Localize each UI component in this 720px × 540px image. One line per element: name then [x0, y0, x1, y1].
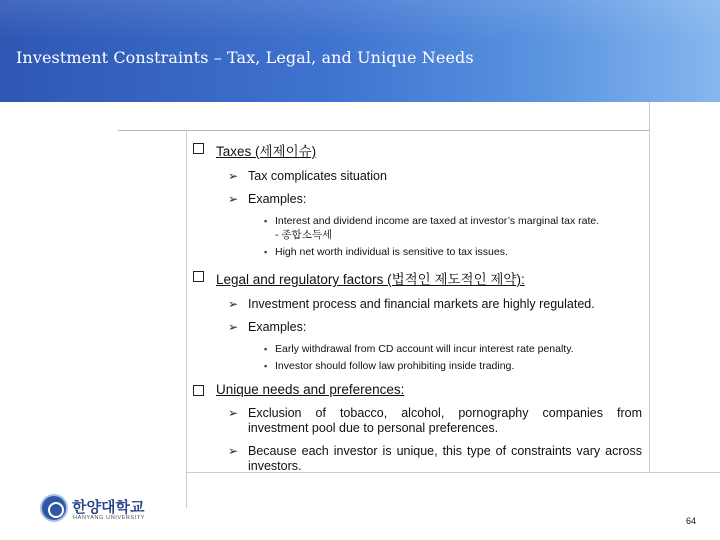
- title-bar: [0, 0, 720, 102]
- arrow-bullet-icon: ➢: [228, 192, 239, 206]
- arrow-bullet-icon: ➢: [228, 444, 239, 458]
- point-exclusion: ➢ Exclusion of tobacco, alcohol, pornography companies from investment pool due to personal preferences.: [228, 406, 642, 435]
- frame-line-top: [118, 130, 650, 131]
- slide-content: [192, 140, 642, 482]
- frame-line-left: [186, 130, 187, 508]
- section-heading-legal: Legal and regulatory factors (법적인 제도적인 제약):: [192, 268, 642, 288]
- checkbox-bullet-icon: [193, 143, 204, 154]
- point-investor-unique: ➢ Because each investor is unique, this type of constraints vary across investors.: [228, 444, 642, 473]
- university-seal-icon: [40, 494, 68, 522]
- point-investment-regulated: ➢ Investment process and financial markets are highly regulated.: [228, 297, 595, 311]
- square-bullet-icon: ▪: [264, 344, 268, 354]
- sub-point-interest-dividend: ▪ Interest and dividend income are taxed at investor’s marginal tax rate.: [264, 215, 600, 227]
- sub-point-high-net-worth: ▪ High net worth individual is sensitive to tax issues.: [264, 246, 508, 258]
- sub-point-inside-trading: ▪ Investor should follow law prohibiting inside trading.: [264, 360, 515, 372]
- arrow-bullet-icon: ➢: [228, 406, 239, 420]
- arrow-bullet-icon: ➢: [228, 320, 239, 334]
- square-bullet-icon: ▪: [264, 247, 268, 257]
- section-heading-taxes: Taxes (세제이슈): [192, 140, 642, 160]
- page-number: 64: [686, 516, 697, 526]
- point-tax-examples: ➢ Examples:: [228, 192, 307, 206]
- frame-line-right: [649, 102, 650, 472]
- point-tax-complicates: ➢ Tax complicates situation: [228, 169, 387, 183]
- university-logo: [30, 492, 148, 528]
- section-heading-unique: Unique needs and preferences:: [192, 382, 642, 397]
- checkbox-bullet-icon: [193, 271, 204, 282]
- logo-name-korean: 한양대학교: [72, 499, 145, 516]
- logo-name-english: HANYANG UNIVERSITY: [73, 515, 146, 521]
- slide-title: Investment Constraints – Tax, Legal, and Unique Needs: [16, 48, 474, 67]
- arrow-bullet-icon: ➢: [228, 297, 239, 311]
- arrow-bullet-icon: ➢: [228, 169, 239, 183]
- point-legal-examples: ➢ Examples:: [228, 320, 307, 334]
- square-bullet-icon: ▪: [264, 361, 268, 371]
- sub-point-global-income-tax: - 종합소득세: [275, 229, 333, 241]
- checkbox-bullet-icon: [193, 385, 204, 396]
- square-bullet-icon: ▪: [264, 216, 268, 226]
- sub-point-early-withdrawal: ▪ Early withdrawal from CD account will incur interest rate penalty.: [264, 343, 574, 355]
